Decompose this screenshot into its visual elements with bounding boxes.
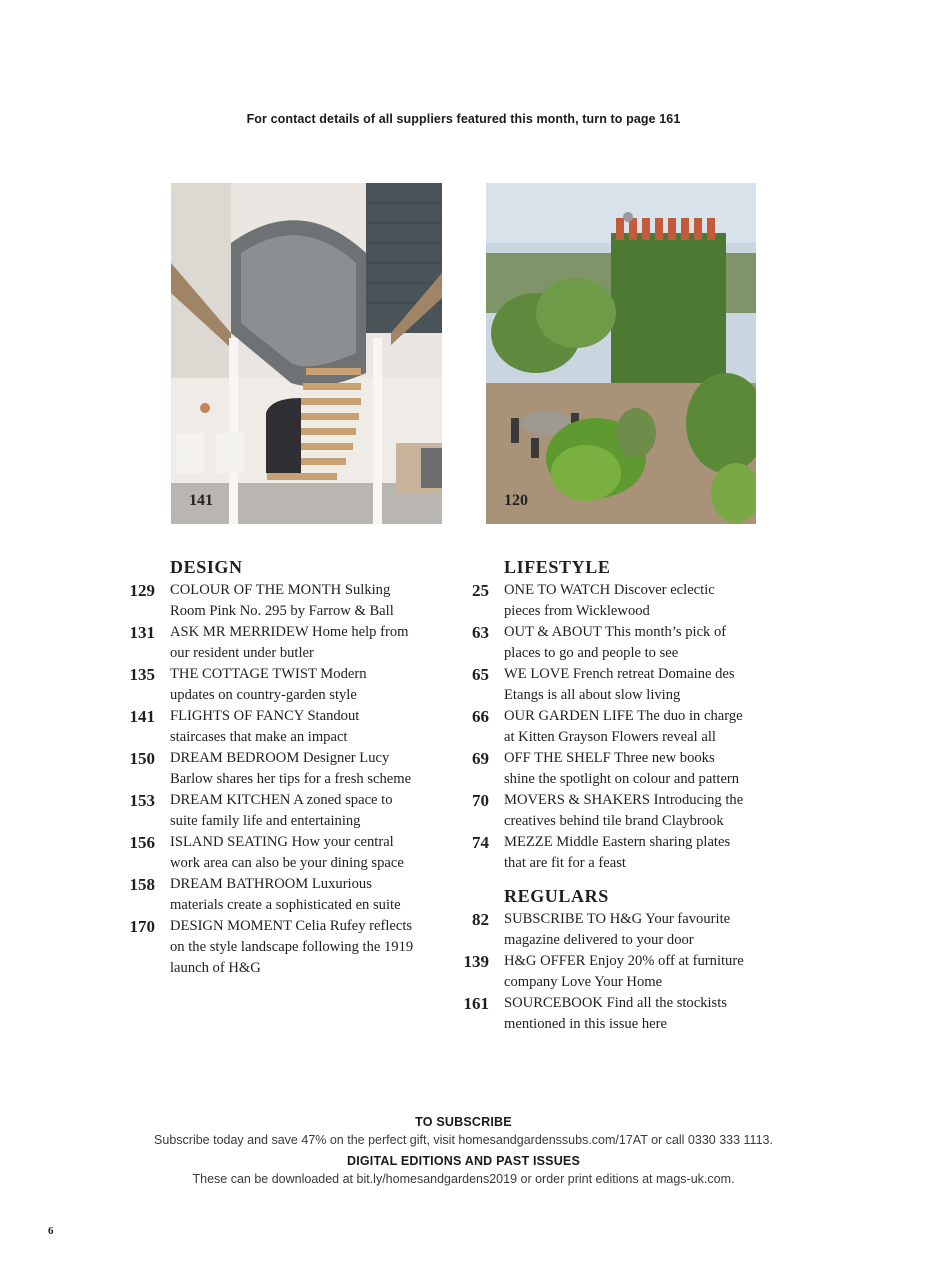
contents-entry	[115, 622, 435, 664]
entry-page: 70	[472, 791, 489, 810]
contents-entry	[115, 664, 435, 706]
entry-text: SOURCEBOOK Find all the stockists mentioned in this issue here	[504, 995, 727, 1032]
entry-page: 63	[472, 623, 489, 642]
contents-entry	[115, 832, 435, 874]
contents-entry	[115, 748, 435, 790]
entry-text: THE COTTAGE TWIST Modern updates on country-garden style	[170, 666, 367, 703]
regulars-heading: REGULARS	[504, 886, 609, 906]
contents-entry	[449, 951, 769, 993]
design-section	[115, 556, 435, 979]
contents-entry	[449, 993, 769, 1035]
contents-entry	[449, 664, 769, 706]
staircase-illustration	[171, 183, 442, 524]
entry-text: WE LOVE French retreat Domaine des Etangs is all about slow living	[504, 666, 735, 703]
entry-page: 69	[472, 749, 489, 768]
entry-page: 82	[472, 910, 489, 929]
entry-text: OUT & ABOUT This month’s pick of places to go and people to see	[504, 624, 727, 661]
contents-entry	[449, 580, 769, 622]
entry-page: 156	[129, 833, 155, 852]
contents-entry	[115, 874, 435, 916]
lifestyle-heading: LIFESTYLE	[504, 557, 611, 577]
entry-page: 161	[463, 994, 489, 1013]
entry-page: 131	[129, 623, 155, 642]
staircase-photo-page: 141	[189, 492, 213, 509]
roof-garden-illustration	[486, 183, 756, 524]
entry-page: 158	[129, 875, 155, 894]
lifestyle-section	[449, 556, 769, 1035]
contents-entry	[449, 706, 769, 748]
entry-text: MEZZE Middle Eastern sharing plates that are fit for a feast	[504, 834, 731, 871]
contents-entry	[449, 622, 769, 664]
entry-text: OUR GARDEN LIFE The duo in charge at Kitten Grayson Flowers reveal all	[504, 708, 743, 745]
contents-entry	[115, 916, 435, 979]
entry-text: OFF THE SHELF Three new books shine the spotlight on colour and pattern	[504, 750, 740, 787]
entry-text: FLIGHTS OF FANCY Standout staircases that make an impact	[170, 708, 360, 745]
entry-page: 25	[472, 581, 489, 600]
contents-entry	[449, 909, 769, 951]
entry-page: 150	[129, 749, 155, 768]
page-number: 6	[48, 1225, 54, 1237]
entry-text: MOVERS & SHAKERS Introducing the creatives behind tile brand Claybrook	[504, 792, 744, 829]
section-gap	[449, 874, 769, 885]
subscribe-text: Subscribe today and save 47% on the perfect gift, visit homesandgardenssubs.com/17AT or call 0330 333 1113.	[154, 1133, 773, 1147]
entry-text: DESIGN MOMENT Celia Rufey reflects on the style landscape following the 1919 launch of H&G	[170, 918, 414, 976]
digital-editions-heading: DIGITAL EDITIONS AND PAST ISSUES	[346, 1154, 581, 1168]
entry-page: 139	[463, 952, 489, 971]
entry-text: ASK MR MERRIDEW Home help from our resident under butler	[170, 624, 409, 661]
contents-entry	[115, 790, 435, 832]
entry-page: 129	[129, 581, 155, 600]
entry-page: 65	[472, 665, 489, 684]
roof-garden-photo	[486, 183, 756, 524]
entry-text: DREAM KITCHEN A zoned space to suite family life and entertaining	[170, 792, 393, 829]
contents-entry	[449, 748, 769, 790]
entry-page: 153	[129, 791, 155, 810]
entry-text: DREAM BATHROOM Luxurious materials create a sophisticated en suite	[170, 876, 401, 913]
entry-text: COLOUR OF THE MONTH Sulking Room Pink No. 295 by Farrow & Ball	[170, 582, 394, 619]
entry-page: 141	[129, 707, 155, 726]
roof-garden-photo-page: 120	[504, 492, 528, 509]
entry-page: 135	[129, 665, 155, 684]
supplier-contact-note: For contact details of all suppliers featured this month, turn to page 161	[246, 112, 681, 126]
contents-entry	[449, 790, 769, 832]
digital-editions-text: These can be downloaded at bit.ly/homesandgardens2019 or order print editions at mags-uk.com.	[192, 1172, 735, 1186]
entry-text: H&G OFFER Enjoy 20% off at furniture company Love Your Home	[504, 953, 744, 990]
contents-entry	[115, 706, 435, 748]
subscribe-heading: TO SUBSCRIBE	[415, 1115, 512, 1129]
entry-text: SUBSCRIBE TO H&G Your favourite magazine delivered to your door	[504, 911, 731, 948]
entry-page: 66	[472, 707, 489, 726]
design-heading: DESIGN	[170, 557, 243, 577]
entry-text: ONE TO WATCH Discover eclectic pieces from Wicklewood	[504, 582, 715, 619]
contents-entry	[115, 580, 435, 622]
entry-page: 74	[472, 833, 489, 852]
staircase-photo	[171, 183, 442, 524]
contents-entry	[449, 832, 769, 874]
entry-text: DREAM BEDROOM Designer Lucy Barlow shares her tips for a fresh scheme	[170, 750, 412, 787]
entry-page: 170	[129, 917, 155, 936]
entry-text: ISLAND SEATING How your central work area can also be your dining space	[170, 834, 404, 871]
